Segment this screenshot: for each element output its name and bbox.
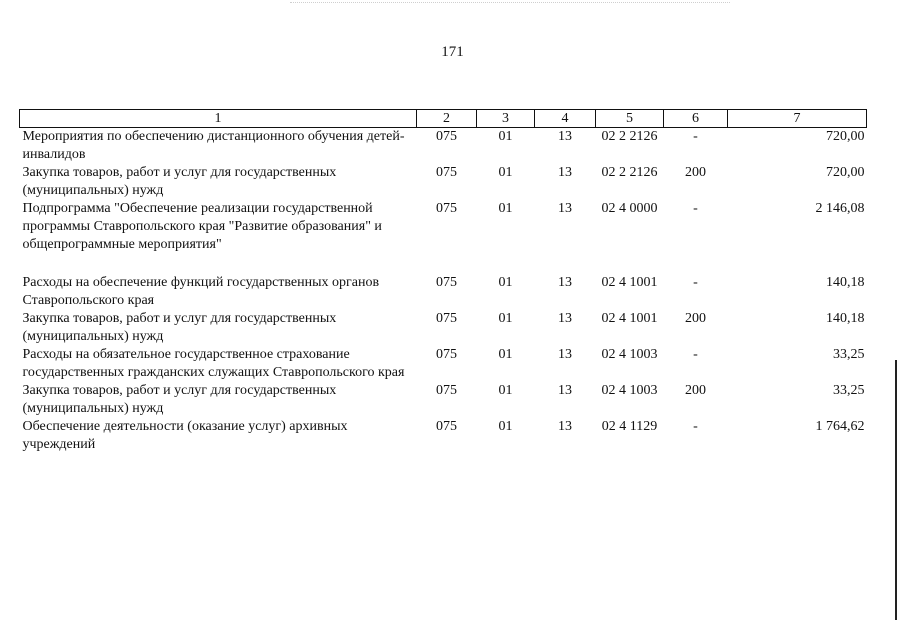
amount: 140,18 <box>826 275 865 290</box>
ministry-code: 075 <box>436 347 457 362</box>
scan-edge-line <box>895 360 897 620</box>
column-header: 2 <box>417 110 477 128</box>
expense-type-code: - <box>693 419 698 434</box>
section-code: 01 <box>498 311 513 326</box>
column-header: 5 <box>596 110 664 128</box>
ministry-code: 075 <box>436 129 457 144</box>
target-article-code: 02 4 0000 <box>601 201 658 216</box>
page-number: 171 <box>441 44 464 60</box>
subsection-code: 13 <box>558 201 572 216</box>
expense-type-code: - <box>693 275 698 290</box>
item-name: Закупка товаров, работ и услуг для государственных (муниципальных) нужд <box>22 165 337 198</box>
item-name: Обеспечение деятельности (оказание услуг) архивных учреждений <box>22 419 348 452</box>
target-article-code: 02 4 1001 <box>601 275 658 290</box>
table-row <box>20 346 867 382</box>
section-code: 01 <box>498 201 513 216</box>
expense-type-code: - <box>693 347 698 362</box>
target-article-code: 02 4 1129 <box>601 419 658 434</box>
ministry-code: 075 <box>436 165 457 180</box>
item-name: Расходы на обеспечение функций государственных органов Ставропольского края <box>22 275 380 308</box>
item-name: Закупка товаров, работ и услуг для государственных (муниципальных) нужд <box>22 383 337 416</box>
subsection-code: 13 <box>558 383 572 398</box>
subsection-code: 13 <box>558 419 572 434</box>
ministry-code: 075 <box>436 201 457 216</box>
section-code: 01 <box>498 383 513 398</box>
section-code: 01 <box>498 129 513 144</box>
section-code: 01 <box>498 419 513 434</box>
item-name: Закупка товаров, работ и услуг для государственных (муниципальных) нужд <box>22 311 337 344</box>
amount: 33,25 <box>833 383 865 398</box>
table-row <box>20 164 867 200</box>
item-name: Расходы на обязательное государственное страхование государственных гражданских служащих Ставропольского края <box>22 347 405 380</box>
amount: 140,18 <box>826 311 865 326</box>
item-name: Мероприятия по обеспечению дистанционного обучения детей-инвалидов <box>22 129 405 162</box>
item-name: Подпрограмма "Обеспечение реализации государственной программы Ставропольского края "Развитие образования" и общепрограммные мероприятия" <box>22 201 382 252</box>
column-header: 4 <box>535 110 596 128</box>
target-article-code: 02 4 1003 <box>601 383 658 398</box>
amount: 2 146,08 <box>815 201 865 216</box>
column-header: 3 <box>477 110 535 128</box>
table-row <box>20 418 867 454</box>
subsection-code: 13 <box>558 311 572 326</box>
amount: 33,25 <box>833 347 865 362</box>
section-code: 01 <box>498 347 513 362</box>
section-code: 01 <box>498 275 513 290</box>
budget-table <box>19 109 867 454</box>
target-article-code: 02 2 2126 <box>601 129 658 144</box>
column-header: 6 <box>664 110 728 128</box>
expense-type-code: - <box>693 129 698 144</box>
subsection-code: 13 <box>558 129 572 144</box>
expense-type-code: 200 <box>685 383 706 398</box>
table-row <box>20 382 867 418</box>
amount: 720,00 <box>826 165 865 180</box>
expense-type-code: - <box>693 201 698 216</box>
table-row <box>20 274 867 310</box>
subsection-code: 13 <box>558 275 572 290</box>
expense-type-code: 200 <box>685 165 706 180</box>
expense-type-code: 200 <box>685 311 706 326</box>
ministry-code: 075 <box>436 419 457 434</box>
scan-artifact <box>290 2 730 7</box>
amount: 1 764,62 <box>815 419 865 434</box>
target-article-code: 02 4 1003 <box>601 347 658 362</box>
ministry-code: 075 <box>436 383 457 398</box>
header-row <box>20 110 867 128</box>
target-article-code: 02 2 2126 <box>601 165 658 180</box>
section-code: 01 <box>498 165 513 180</box>
column-header: 1 <box>20 110 417 128</box>
ministry-code: 075 <box>436 311 457 326</box>
column-header: 7 <box>728 110 867 128</box>
amount: 720,00 <box>826 129 865 144</box>
spacer-row <box>20 254 867 274</box>
ministry-code: 075 <box>436 275 457 290</box>
table-row <box>20 128 867 165</box>
subsection-code: 13 <box>558 347 572 362</box>
target-article-code: 02 4 1001 <box>601 311 658 326</box>
subsection-code: 13 <box>558 165 572 180</box>
table-row <box>20 200 867 254</box>
table-row <box>20 310 867 346</box>
